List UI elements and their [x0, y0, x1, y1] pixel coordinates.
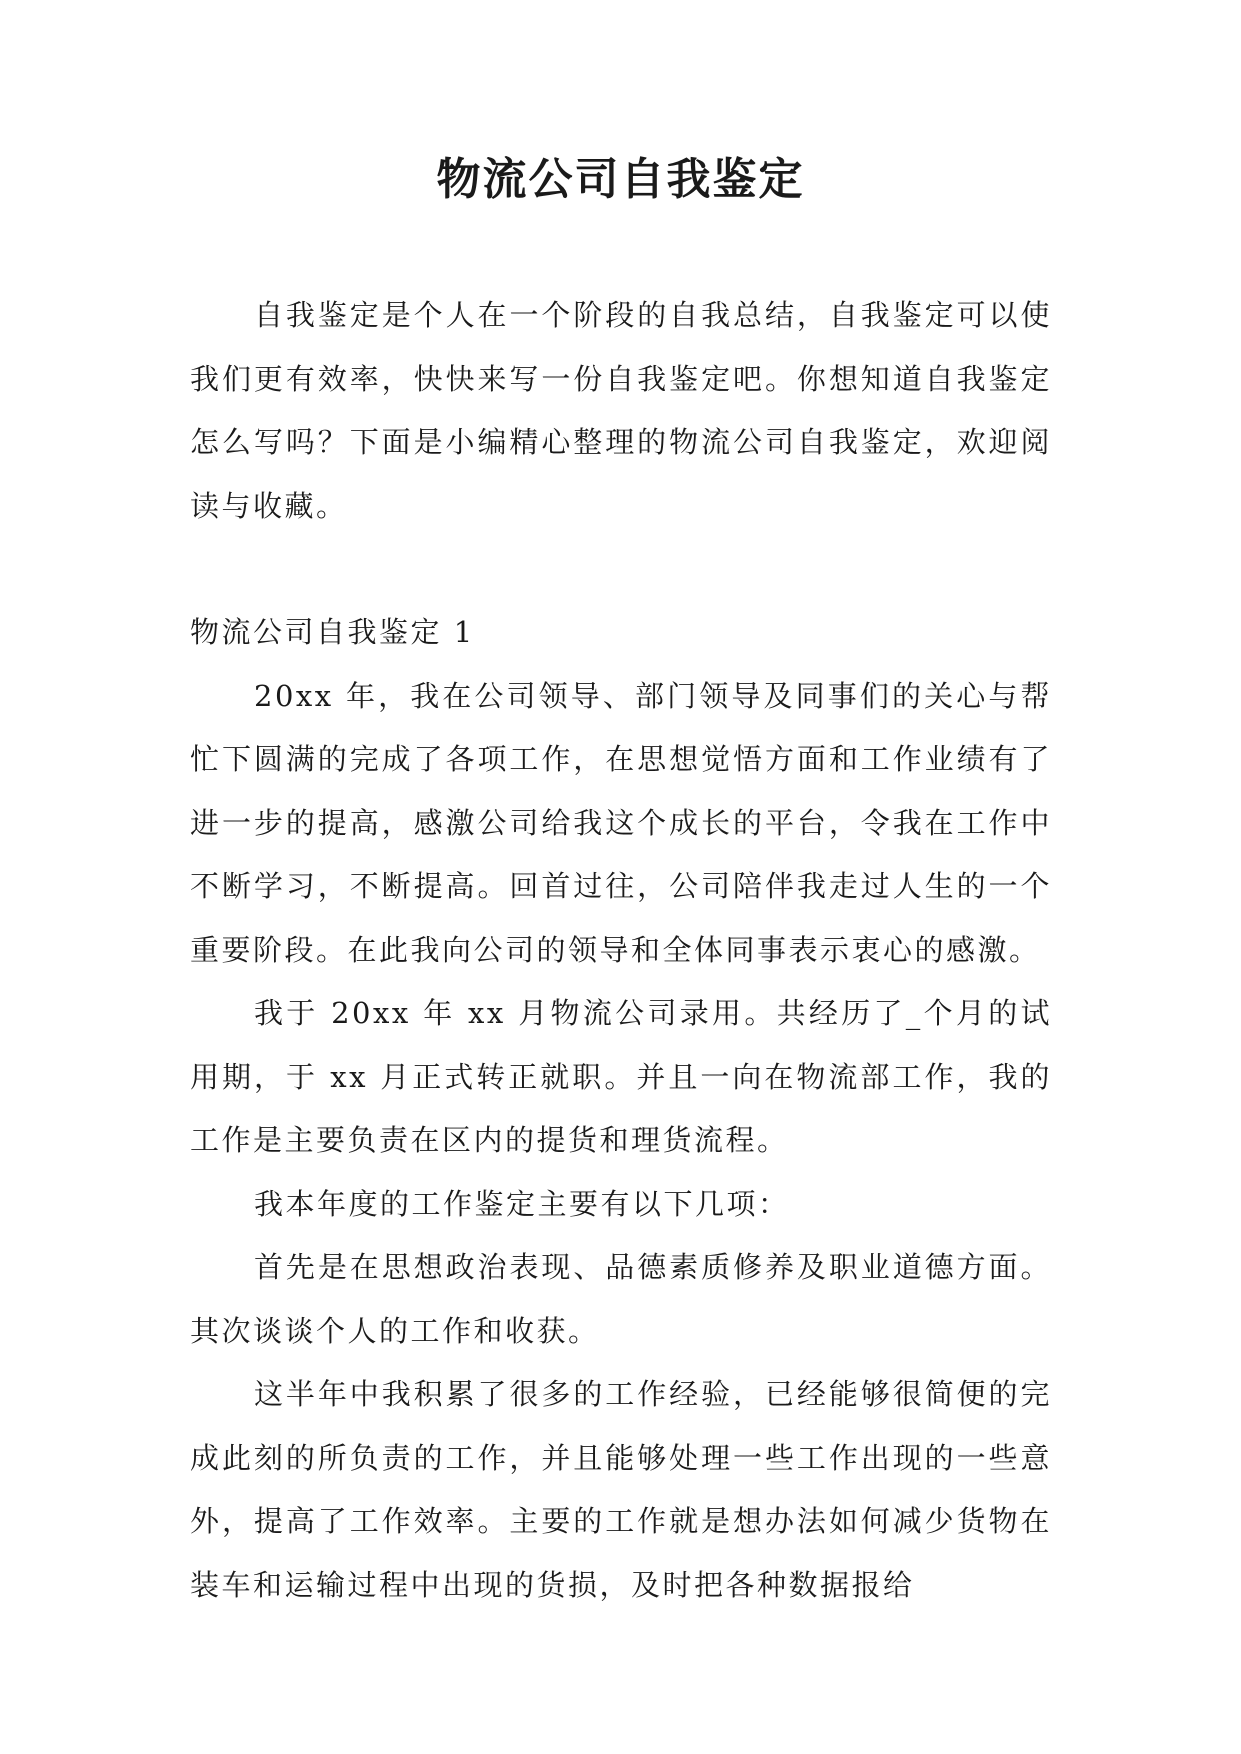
body-paragraph: 首先是在思想政治表现、品德素质修养及职业道德方面。其次谈谈个人的工作和收获。: [190, 1250, 1052, 1348]
body-paragraph: 20xx 年，我在公司领导、部门领导及同事们的关心与帮忙下圆满的完成了各项工作，在思想觉悟方面和工作业绩有了进一步的提高，感激公司给我这个成长的平台，令我在工作中不断学习，不断提高。回首过往，公司陪伴我走过人生的一个重要阶段。在此我向公司的领导和全体同事表示衷心的感激。: [190, 678, 1052, 967]
body-paragraph: 这半年中我积累了很多的工作经验，已经能够很简便的完成此刻的所负责的工作，并且能够处理一些工作出现的一些意外，提高了工作效率。主要的工作就是想办法如何减少货物在装车和运输过程中出现的货损，及时把各种数据报给: [190, 1377, 1052, 1602]
document-title: 物流公司自我鉴定: [436, 154, 805, 205]
intro-paragraph: 自我鉴定是个人在一个阶段的自我总结，自我鉴定可以使我们更有效率，快快来写一份自我鉴定吧。你想知道自我鉴定怎么写吗？下面是小编精心整理的物流公司自我鉴定，欢迎阅读与收藏。: [190, 298, 1052, 523]
body-paragraph: 我于 20xx 年 xx 月物流公司录用。共经历了_个月的试用期，于 xx 月正式转正就职。并且一向在物流部工作，我的工作是主要负责在区内的提货和理货流程。: [190, 996, 1052, 1157]
section-heading: 物流公司自我鉴定 1: [190, 615, 475, 649]
document-body: [190, 284, 1052, 1617]
body-paragraph: 我本年度的工作鉴定主要有以下几项：: [254, 1186, 790, 1221]
